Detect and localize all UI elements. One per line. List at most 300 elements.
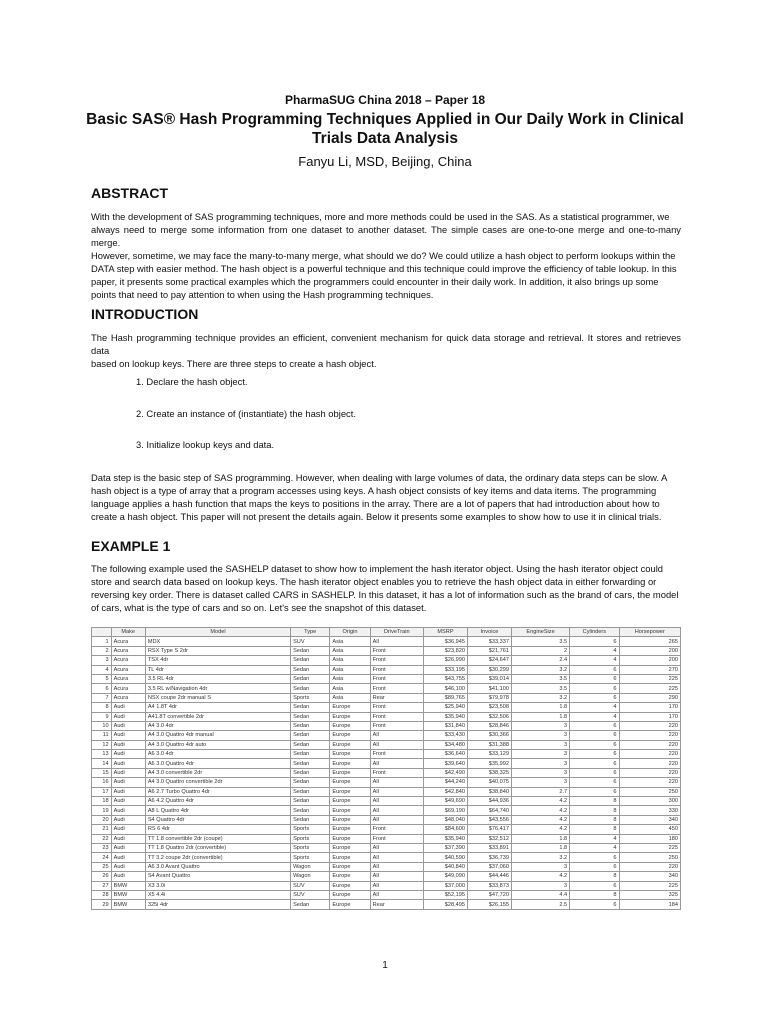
table-cell: Audi bbox=[111, 806, 145, 815]
table-cell: Sedan bbox=[291, 815, 330, 824]
abstract-text bbox=[91, 210, 681, 301]
table-cell: RS 6 4dr bbox=[145, 825, 290, 834]
table-cell: BMW bbox=[111, 881, 145, 890]
table-row bbox=[92, 759, 681, 768]
table-cell: Audi bbox=[111, 797, 145, 806]
table-cell: 4 bbox=[570, 843, 619, 852]
table-cell: A4 3.0 Quattro 4dr manual bbox=[145, 731, 290, 740]
table-cell: A6 4.2 Quattro 4dr bbox=[145, 797, 290, 806]
table-cell: $35,940 bbox=[423, 834, 467, 843]
table-cell: $42,490 bbox=[423, 768, 467, 777]
table-cell: Front bbox=[370, 825, 423, 834]
table-cell: 450 bbox=[619, 825, 680, 834]
table-cell: $41,100 bbox=[467, 684, 511, 693]
table-cell: $37,390 bbox=[423, 843, 467, 852]
table-cell: Front bbox=[370, 665, 423, 674]
column-header: Cylinders bbox=[570, 628, 619, 637]
table-cell: 18 bbox=[92, 797, 112, 806]
table-cell: All bbox=[370, 853, 423, 862]
table-cell: 3 bbox=[512, 721, 570, 730]
table-cell: 17 bbox=[92, 787, 112, 796]
table-cell: Sedan bbox=[291, 797, 330, 806]
example1-heading: EXAMPLE 1 bbox=[91, 538, 171, 554]
table-cell: $44,936 bbox=[467, 797, 511, 806]
table-cell: TSX 4dr bbox=[145, 656, 290, 665]
table-cell: A6 3.0 Avant Quattro bbox=[145, 862, 290, 871]
table-cell: TT 1.8 convertible 2dr (coupe) bbox=[145, 834, 290, 843]
table-cell: Sedan bbox=[291, 787, 330, 796]
table-cell: $49,090 bbox=[423, 872, 467, 881]
text-line: points that need to pay attention to when using the Hash programming techniques. bbox=[91, 289, 434, 300]
table-cell: $33,430 bbox=[423, 731, 467, 740]
table-cell: 6 bbox=[570, 731, 619, 740]
table-cell: 6 bbox=[570, 637, 619, 646]
table-row bbox=[92, 815, 681, 824]
table-cell: Sedan bbox=[291, 768, 330, 777]
table-cell: SUV bbox=[291, 890, 330, 899]
table-cell: Sedan bbox=[291, 740, 330, 749]
table-cell: All bbox=[370, 806, 423, 815]
table-cell: 8 bbox=[570, 806, 619, 815]
table-cell: $64,740 bbox=[467, 806, 511, 815]
table-cell: 220 bbox=[619, 750, 680, 759]
table-cell: Audi bbox=[111, 853, 145, 862]
table-cell: 340 bbox=[619, 815, 680, 824]
table-cell: 6 bbox=[570, 900, 619, 909]
table-cell: 8 bbox=[570, 872, 619, 881]
table-cell: RSX Type S 2dr bbox=[145, 646, 290, 655]
text-line: reversing key order. There is dataset called CARS in SASHELP. In this dataset, it has a lot of information such as the brand of cars, the model bbox=[91, 589, 679, 600]
text-line: With the development of SAS programming techniques, more and more methods could be used in the SAS. As a statistical programmer, we bbox=[91, 211, 670, 222]
table-cell: $69,190 bbox=[423, 806, 467, 815]
table-cell: 22 bbox=[92, 834, 112, 843]
table-cell: 220 bbox=[619, 721, 680, 730]
table-cell: Acura bbox=[111, 693, 145, 702]
table-cell: 170 bbox=[619, 712, 680, 721]
table-cell: 3.5 bbox=[512, 684, 570, 693]
table-cell: A6 2.7 Turbo Quattro 4dr bbox=[145, 787, 290, 796]
table-row bbox=[92, 806, 681, 815]
column-header: Model bbox=[145, 628, 290, 637]
table-cell: S4 Avant Quattro bbox=[145, 872, 290, 881]
table-cell: 6 bbox=[570, 759, 619, 768]
table-cell: 6 bbox=[570, 674, 619, 683]
table-row bbox=[92, 684, 681, 693]
table-cell: All bbox=[370, 815, 423, 824]
table-cell: 220 bbox=[619, 740, 680, 749]
table-row bbox=[92, 750, 681, 759]
table-cell: 23 bbox=[92, 843, 112, 852]
table-cell: 2.4 bbox=[512, 656, 570, 665]
table-cell: 3.5 bbox=[512, 674, 570, 683]
table-cell: $44,446 bbox=[467, 872, 511, 881]
table-cell: 4 bbox=[570, 703, 619, 712]
table-cell: All bbox=[370, 759, 423, 768]
table-cell: Audi bbox=[111, 721, 145, 730]
table-cell: 4 bbox=[570, 834, 619, 843]
table-cell: TT 3.2 coupe 2dr (convertible) bbox=[145, 853, 290, 862]
table-cell: 9 bbox=[92, 712, 112, 721]
table-cell: 340 bbox=[619, 872, 680, 881]
table-cell: Europe bbox=[330, 731, 370, 740]
table-cell: $40,840 bbox=[423, 862, 467, 871]
table-cell: $24,647 bbox=[467, 656, 511, 665]
table-cell: 170 bbox=[619, 703, 680, 712]
table-cell: 220 bbox=[619, 759, 680, 768]
text-line: However, sometime, we may face the many-to-many merge, what should we do? We could utilize a hash object to perform lookups within the bbox=[91, 250, 676, 261]
table-cell: Europe bbox=[330, 843, 370, 852]
table-cell: Audi bbox=[111, 843, 145, 852]
table-cell: $37,060 bbox=[467, 862, 511, 871]
table-cell: Sedan bbox=[291, 665, 330, 674]
table-row bbox=[92, 900, 681, 909]
table-row bbox=[92, 674, 681, 683]
table-cell: 2 bbox=[92, 646, 112, 655]
table-cell: Front bbox=[370, 684, 423, 693]
table-cell: 3 bbox=[512, 759, 570, 768]
table-cell: 6 bbox=[570, 665, 619, 674]
table-cell: S4 Quattro 4dr bbox=[145, 815, 290, 824]
table-cell: $32,512 bbox=[467, 834, 511, 843]
table-cell: SUV bbox=[291, 637, 330, 646]
table-cell: $89,765 bbox=[423, 693, 467, 702]
table-cell: 14 bbox=[92, 759, 112, 768]
table-cell: Front bbox=[370, 721, 423, 730]
table-cell: Europe bbox=[330, 815, 370, 824]
table-row bbox=[92, 693, 681, 702]
table-cell: 290 bbox=[619, 693, 680, 702]
table-cell: A4 3.0 Quattro 4dr auto bbox=[145, 740, 290, 749]
table-cell: Europe bbox=[330, 721, 370, 730]
table-cell: Audi bbox=[111, 787, 145, 796]
table-cell: $26,990 bbox=[423, 656, 467, 665]
table-cell: $30,366 bbox=[467, 731, 511, 740]
table-cell: 250 bbox=[619, 853, 680, 862]
table-cell: $40,590 bbox=[423, 853, 467, 862]
table-cell: $46,100 bbox=[423, 684, 467, 693]
table-cell: $34,480 bbox=[423, 740, 467, 749]
table-cell: Asia bbox=[330, 665, 370, 674]
table-cell: $33,195 bbox=[423, 665, 467, 674]
table-row bbox=[92, 787, 681, 796]
table-cell: Europe bbox=[330, 768, 370, 777]
table-cell: 6 bbox=[570, 768, 619, 777]
table-cell: 3.2 bbox=[512, 693, 570, 702]
abstract-heading: ABSTRACT bbox=[91, 185, 168, 201]
table-cell: Europe bbox=[330, 806, 370, 815]
table-cell: $28,846 bbox=[467, 721, 511, 730]
table-cell: 12 bbox=[92, 740, 112, 749]
table-cell: 225 bbox=[619, 881, 680, 890]
table-cell: 19 bbox=[92, 806, 112, 815]
table-cell: All bbox=[370, 787, 423, 796]
table-cell: 11 bbox=[92, 731, 112, 740]
table-cell: Asia bbox=[330, 693, 370, 702]
text-line: based on lookup keys. There are three steps to create a hash object. bbox=[91, 358, 377, 369]
table-cell: $38,325 bbox=[467, 768, 511, 777]
table-cell: 220 bbox=[619, 731, 680, 740]
column-header: Origin bbox=[330, 628, 370, 637]
text-line: paper, it presents some practical examples which the programmers could encounter in their daily work. In addition, it also brings up some bbox=[91, 276, 659, 287]
table-cell: $31,840 bbox=[423, 721, 467, 730]
table-cell: X3 3.0i bbox=[145, 881, 290, 890]
table-cell: 20 bbox=[92, 815, 112, 824]
table-cell: A4 1.8T 4dr bbox=[145, 703, 290, 712]
column-header: EngineSize bbox=[512, 628, 570, 637]
table-cell: A8 L Quattro 4dr bbox=[145, 806, 290, 815]
table-cell: BMW bbox=[111, 900, 145, 909]
paper-header: PharmaSUG China 2018 – Paper 18 bbox=[284, 93, 486, 107]
table-cell: BMW bbox=[111, 890, 145, 899]
table-cell: Sedan bbox=[291, 750, 330, 759]
table-cell: 220 bbox=[619, 778, 680, 787]
table-row bbox=[92, 703, 681, 712]
table-cell: 3.2 bbox=[512, 665, 570, 674]
table-cell: 2 bbox=[512, 646, 570, 655]
table-cell: 3.2 bbox=[512, 853, 570, 862]
table-cell: Front bbox=[370, 768, 423, 777]
table-row bbox=[92, 768, 681, 777]
table-cell: 1 bbox=[92, 637, 112, 646]
column-header: Type bbox=[291, 628, 330, 637]
table-cell: 28 bbox=[92, 890, 112, 899]
table-cell: Audi bbox=[111, 778, 145, 787]
table-cell: All bbox=[370, 797, 423, 806]
table-row bbox=[92, 637, 681, 646]
table-cell: 1.8 bbox=[512, 712, 570, 721]
column-header: Make bbox=[111, 628, 145, 637]
table-cell: 6 bbox=[570, 693, 619, 702]
cars-table bbox=[91, 627, 681, 910]
table-cell: 225 bbox=[619, 684, 680, 693]
table-cell: $44,240 bbox=[423, 778, 467, 787]
table-cell: 3.5 RL 4dr bbox=[145, 674, 290, 683]
table-row bbox=[92, 778, 681, 787]
table-row bbox=[92, 834, 681, 843]
table-cell: 180 bbox=[619, 834, 680, 843]
table-cell: 6 bbox=[570, 721, 619, 730]
table-cell: 4.2 bbox=[512, 815, 570, 824]
table-cell: Asia bbox=[330, 656, 370, 665]
table-cell: 4 bbox=[570, 712, 619, 721]
column-header: MSRP bbox=[423, 628, 467, 637]
table-cell: $36,739 bbox=[467, 853, 511, 862]
table-cell: Sports bbox=[291, 853, 330, 862]
text-line: of cars, what is the type of cars and so on. Let's see the snapshot of this dataset. bbox=[91, 602, 427, 613]
table-cell: $38,840 bbox=[467, 787, 511, 796]
introduction-text-2 bbox=[91, 471, 681, 523]
table-cell: A41.8T convertible 2dr bbox=[145, 712, 290, 721]
table-cell: 1.8 bbox=[512, 703, 570, 712]
table-cell: Europe bbox=[330, 881, 370, 890]
table-row bbox=[92, 712, 681, 721]
table-cell: Acura bbox=[111, 656, 145, 665]
table-cell: 26 bbox=[92, 872, 112, 881]
table-cell: 3 bbox=[512, 740, 570, 749]
table-row bbox=[92, 825, 681, 834]
table-cell: 10 bbox=[92, 721, 112, 730]
table-cell: 325i 4dr bbox=[145, 900, 290, 909]
table-cell: Front bbox=[370, 712, 423, 721]
table-cell: NSX coupe 2dr manual S bbox=[145, 693, 290, 702]
table-cell: $36,945 bbox=[423, 637, 467, 646]
table-cell: Europe bbox=[330, 834, 370, 843]
table-cell: $35,992 bbox=[467, 759, 511, 768]
table-cell: TT 1.8 Quattro 2dr (convertible) bbox=[145, 843, 290, 852]
table-cell: 7 bbox=[92, 693, 112, 702]
table-cell: $39,014 bbox=[467, 674, 511, 683]
table-cell: 4 bbox=[570, 656, 619, 665]
table-cell: 225 bbox=[619, 674, 680, 683]
table-cell: All bbox=[370, 637, 423, 646]
table-cell: Europe bbox=[330, 750, 370, 759]
text-line: The Hash programming technique provides an efficient, convenient mechanism for quick data storage and retrieval. It stores and retrieves data bbox=[91, 332, 681, 356]
table-cell: $52,195 bbox=[423, 890, 467, 899]
table-cell: Asia bbox=[330, 646, 370, 655]
table-row bbox=[92, 843, 681, 852]
table-cell: 6 bbox=[570, 853, 619, 862]
table-cell: A6 3.0 4dr bbox=[145, 750, 290, 759]
table-cell: Wagon bbox=[291, 872, 330, 881]
table-cell: Front bbox=[370, 656, 423, 665]
table-cell: Sedan bbox=[291, 806, 330, 815]
table-cell: $21,761 bbox=[467, 646, 511, 655]
introduction-heading: INTRODUCTION bbox=[91, 306, 199, 322]
table-cell: $43,556 bbox=[467, 815, 511, 824]
table-cell: All bbox=[370, 862, 423, 871]
table-cell: All bbox=[370, 890, 423, 899]
table-cell: Audi bbox=[111, 872, 145, 881]
table-cell: Asia bbox=[330, 674, 370, 683]
table-cell: 21 bbox=[92, 825, 112, 834]
table-cell: 184 bbox=[619, 900, 680, 909]
table-cell: 3 bbox=[512, 862, 570, 871]
table-cell: Sedan bbox=[291, 712, 330, 721]
table-cell: $79,978 bbox=[467, 693, 511, 702]
table-cell: Europe bbox=[330, 825, 370, 834]
table-cell: Europe bbox=[330, 862, 370, 871]
table-cell: 4.2 bbox=[512, 797, 570, 806]
table-cell: Audi bbox=[111, 834, 145, 843]
table-cell: 13 bbox=[92, 750, 112, 759]
table-cell: All bbox=[370, 881, 423, 890]
table-cell: 8 bbox=[570, 797, 619, 806]
table-cell: All bbox=[370, 740, 423, 749]
table-cell: $26,155 bbox=[467, 900, 511, 909]
table-cell: Audi bbox=[111, 759, 145, 768]
table-cell: 6 bbox=[570, 684, 619, 693]
table-cell: 3.5 bbox=[512, 637, 570, 646]
table-cell: Asia bbox=[330, 637, 370, 646]
table-cell: 5 bbox=[92, 674, 112, 683]
table-cell: Sports bbox=[291, 825, 330, 834]
table-cell: Europe bbox=[330, 787, 370, 796]
column-header bbox=[92, 628, 112, 637]
table-row bbox=[92, 881, 681, 890]
table-row bbox=[92, 853, 681, 862]
table-cell: Front bbox=[370, 674, 423, 683]
table-cell: $42,840 bbox=[423, 787, 467, 796]
table-cell: $23,820 bbox=[423, 646, 467, 655]
table-cell: 8 bbox=[570, 825, 619, 834]
table-cell: 8 bbox=[92, 703, 112, 712]
table-cell: $35,940 bbox=[423, 712, 467, 721]
table-cell: 4.2 bbox=[512, 872, 570, 881]
table-cell: A6 3.0 Quattro 4dr bbox=[145, 759, 290, 768]
table-cell: 220 bbox=[619, 768, 680, 777]
table-cell: Rear bbox=[370, 693, 423, 702]
table-cell: 25 bbox=[92, 862, 112, 871]
text-line: create a hash object. This paper will not present the details again. Below it presents some examples to show how to use it in clinical trials. bbox=[91, 511, 662, 522]
table-cell: $32,506 bbox=[467, 712, 511, 721]
table-row bbox=[92, 656, 681, 665]
table-cell: 3 bbox=[92, 656, 112, 665]
table-header-row bbox=[92, 628, 681, 637]
table-row bbox=[92, 665, 681, 674]
table-cell: $33,873 bbox=[467, 881, 511, 890]
table-cell: Europe bbox=[330, 778, 370, 787]
table-cell: 4 bbox=[92, 665, 112, 674]
table-cell: $36,640 bbox=[423, 750, 467, 759]
table-cell: Europe bbox=[330, 853, 370, 862]
table-row bbox=[92, 721, 681, 730]
table-cell: 4.4 bbox=[512, 890, 570, 899]
table-cell: Sports bbox=[291, 834, 330, 843]
table-cell: $33,891 bbox=[467, 843, 511, 852]
table-cell: $76,417 bbox=[467, 825, 511, 834]
table-cell: Acura bbox=[111, 646, 145, 655]
table-cell: Sports bbox=[291, 843, 330, 852]
table-cell: $47,720 bbox=[467, 890, 511, 899]
table-cell: Europe bbox=[330, 712, 370, 721]
table-row bbox=[92, 872, 681, 881]
table-cell: 1.8 bbox=[512, 834, 570, 843]
step-item: 2. Create an instance of (instantiate) the hash object. bbox=[136, 408, 356, 419]
table-cell: All bbox=[370, 843, 423, 852]
table-cell: 6 bbox=[570, 778, 619, 787]
table-cell: Sedan bbox=[291, 759, 330, 768]
table-cell: 270 bbox=[619, 665, 680, 674]
table-cell: Sports bbox=[291, 693, 330, 702]
table-cell: 2.7 bbox=[512, 787, 570, 796]
table-cell: Sedan bbox=[291, 900, 330, 909]
table-cell: 3 bbox=[512, 768, 570, 777]
table-cell: Europe bbox=[330, 890, 370, 899]
table-cell: Front bbox=[370, 703, 423, 712]
text-line: language applies a hash function that maps the keys to positions in the array. There are a lot of papers that had introduction about how to bbox=[91, 498, 660, 509]
table-cell: 250 bbox=[619, 787, 680, 796]
table-cell: Acura bbox=[111, 674, 145, 683]
table-row bbox=[92, 862, 681, 871]
table-cell: Sedan bbox=[291, 646, 330, 655]
step-item: 3. Initialize lookup keys and data. bbox=[136, 439, 275, 450]
table-cell: $33,337 bbox=[467, 637, 511, 646]
table-cell: 6 bbox=[570, 740, 619, 749]
column-header: DriveTrain bbox=[370, 628, 423, 637]
table-cell: 4 bbox=[570, 646, 619, 655]
table-cell: 3 bbox=[512, 750, 570, 759]
table-cell: $30,299 bbox=[467, 665, 511, 674]
table-cell: Audi bbox=[111, 703, 145, 712]
paper-title: Basic SAS® Hash Programming Techniques Applied in Our Daily Work in Clinical Trials Data Analysis bbox=[86, 111, 684, 147]
table-cell: Audi bbox=[111, 712, 145, 721]
table-row bbox=[92, 890, 681, 899]
table-cell: Wagon bbox=[291, 862, 330, 871]
table-cell: All bbox=[370, 872, 423, 881]
step-item: 1. Declare the hash object. bbox=[136, 376, 248, 387]
table-cell: 29 bbox=[92, 900, 112, 909]
text-line: The following example used the SASHELP dataset to show how to implement the hash iterator object. Using the hash iterator object could bbox=[91, 563, 664, 574]
